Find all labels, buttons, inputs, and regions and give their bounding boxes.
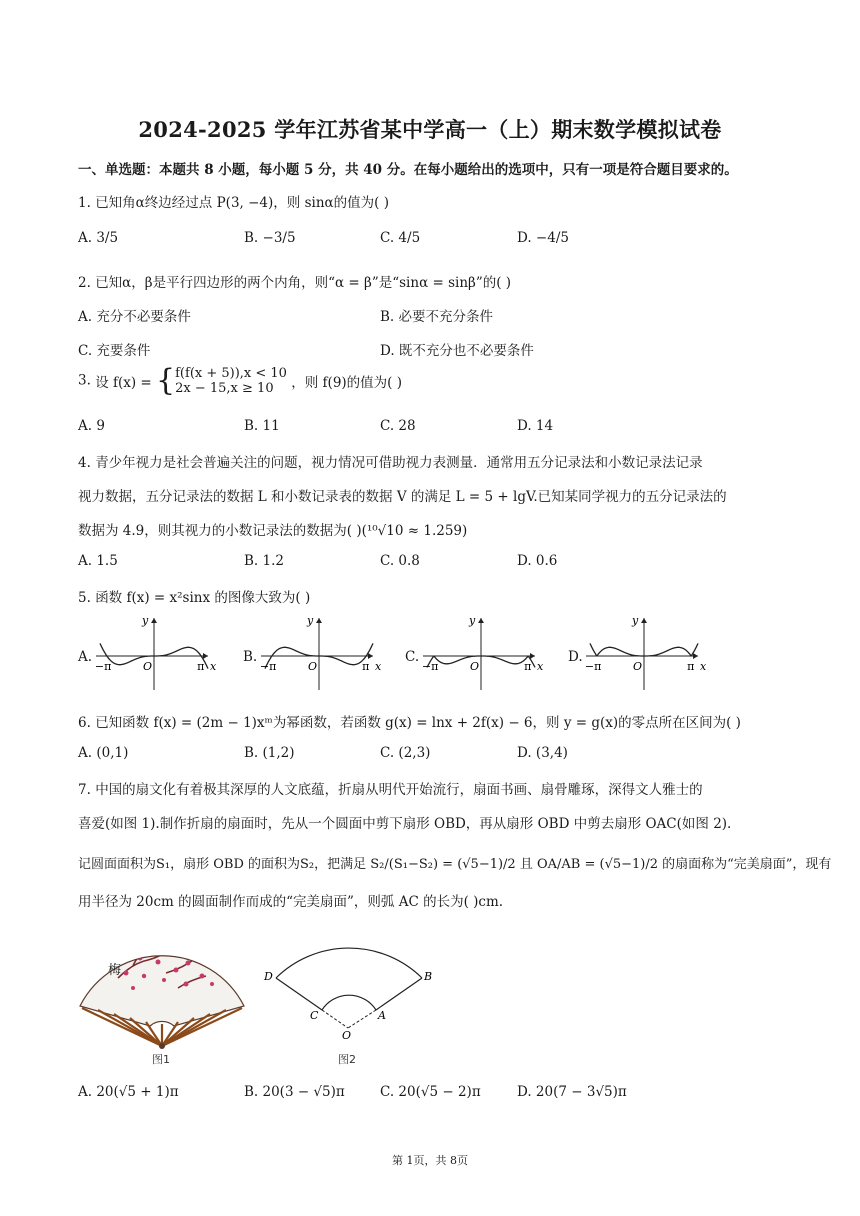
sector-diagram xyxy=(258,918,448,1068)
page-title: 2024-2025 学年江苏省某中学高一（上）期末数学模拟试卷 xyxy=(138,117,722,142)
q7-option-b: B. 20(3 − √5)π xyxy=(244,1084,345,1100)
q3-option-c: C. 28 xyxy=(380,418,416,434)
x-axis-arrow-icon xyxy=(203,653,208,659)
q7-option-d: D. 20(7 − 3√5)π xyxy=(517,1084,627,1100)
q1-option-c: C. 4/5 xyxy=(380,230,421,246)
x-axis-label: x xyxy=(537,660,544,673)
q2-option-a: A. 充分不必要条件 xyxy=(78,309,191,325)
question-3: 3. 设 f(x) = { f(f(x + 5)),x < 10 2x − 15,x ≥ 10 ，则 f(9)的值为( ) xyxy=(78,363,403,398)
q6-option-c: C. (2,3) xyxy=(380,745,431,761)
q5-option-c: C. xyxy=(405,649,420,665)
question-1: 1. 已知角α终边经过点 P(3, −4)，则 sinα的值为( ) xyxy=(78,195,389,211)
q6-option-a: A. (0,1) xyxy=(78,745,129,761)
page-footer: 第 1页，共 8页 xyxy=(392,1154,468,1167)
x-axis-label: x xyxy=(700,660,707,673)
q1-option-b: B. −3/5 xyxy=(244,230,296,246)
q1-option-a: A. 3/5 xyxy=(78,230,119,246)
y-axis-label: y xyxy=(469,614,476,627)
q1-option-d: D. −4/5 xyxy=(517,230,569,246)
question-5: 5. 函数 f(x) = x²sinx 的图像大致为( ) xyxy=(78,590,311,606)
x-axis-arrow-icon xyxy=(693,653,698,659)
left-brace-icon: { xyxy=(156,363,176,398)
origin-label: O xyxy=(308,660,318,673)
x-axis-arrow-icon xyxy=(368,653,373,659)
q5-option-a: A. xyxy=(78,649,93,665)
y-axis-arrow-icon xyxy=(478,618,484,623)
graph-c xyxy=(419,612,549,692)
x-axis-arrow-icon xyxy=(530,653,535,659)
section-heading: 一、单选题：本题共 8 小题，每小题 5 分，共 40 分。在每小题给出的选项中，只有一项是符合题目要求的。 xyxy=(78,162,738,178)
q7-option-c: C. 20(√5 − 2)π xyxy=(380,1084,481,1100)
q4-option-b: B. 1.2 xyxy=(244,553,284,569)
question-7-line-4: 用半径为 20cm 的圆面制作而成的“完美扇面”，则弧 AC 的长为( )cm. xyxy=(78,894,504,910)
fig2-caption: 图2 xyxy=(338,1053,356,1066)
q4-option-d: D. 0.6 xyxy=(517,553,558,569)
graph-a xyxy=(92,612,222,692)
point-o-label: O xyxy=(342,1029,352,1042)
q2-option-b: B. 必要不充分条件 xyxy=(380,309,494,325)
svg-text:梅: 梅 xyxy=(108,963,122,978)
graph-d xyxy=(582,612,712,692)
neg-pi-label: −π xyxy=(259,660,277,673)
point-d-label: D xyxy=(264,970,273,983)
pi-label: π xyxy=(687,660,695,673)
x-axis-label: x xyxy=(210,660,217,673)
x-axis-label: x xyxy=(375,660,382,673)
y-axis-label: y xyxy=(632,614,639,627)
neg-pi-label: −π xyxy=(94,660,112,673)
question-2: 2. 已知α，β是平行四边形的两个内角，则“α = β”是“sinα = sinβ”的( ) xyxy=(78,275,512,291)
y-axis-arrow-icon xyxy=(641,618,647,623)
q2-option-d: D. 既不充分也不必要条件 xyxy=(380,343,534,359)
point-a-label: A xyxy=(378,1009,386,1022)
question-7-line-2: 喜爱(如图 1).制作折扇的扇面时，先从一个圆面中剪下扇形 OBD，再从扇形 OBD 中剪去扇形 OAC(如图 2). xyxy=(78,816,732,832)
y-axis-label: y xyxy=(307,614,314,627)
neg-pi-label: −π xyxy=(421,660,439,673)
fig1-caption: 图1 xyxy=(152,1053,170,1066)
piecewise-definition: f(f(x + 5)),x < 10 2x − 15,x ≥ 10 xyxy=(175,366,287,396)
y-axis-arrow-icon xyxy=(316,618,322,623)
origin-label: O xyxy=(470,660,480,673)
y-axis-arrow-icon xyxy=(151,618,157,623)
q5-option-b: B. xyxy=(243,649,258,665)
question-7-line-3: 记圆面面积为S₁，扇形 OBD 的面积为S₂，把满足 S₂/(S₁−S₂) = (√5−1)/2 且 OA/AB = (√5−1)/2 的扇面称为“完美扇面”，现有 xyxy=(78,857,832,872)
q3-option-b: B. 11 xyxy=(244,418,280,434)
graph-b xyxy=(257,612,387,692)
origin-label: O xyxy=(143,660,153,673)
q2-option-c: C. 充要条件 xyxy=(78,343,151,359)
q4-option-c: C. 0.8 xyxy=(380,553,420,569)
q5-option-d: D. xyxy=(568,649,583,665)
pi-label: π xyxy=(524,660,532,673)
question-4-line-1: 4. 青少年视力是社会普遍关注的问题，视力情况可借助视力表测量．通常用五分记录法和小数记录法记录 xyxy=(78,455,703,471)
question-7-line-1: 7. 中国的扇文化有着极其深厚的人文底蕴，折扇从明代开始流行，扇面书画、扇骨雕琢，深得文人雅士的 xyxy=(78,782,703,798)
question-4-line-2: 视力数据，五分记录法的数据 L 和小数记录表的数据 V 的满足 L = 5 + lgV.已知某同学视力的五分记录法的 xyxy=(78,489,727,505)
y-axis-label: y xyxy=(142,614,149,627)
question-4-line-3: 数据为 4.9，则其视力的小数记录法的数据为( )(¹⁰√10 ≈ 1.259) xyxy=(78,523,468,539)
folding-fan-figure xyxy=(78,918,248,1068)
q4-option-a: A. 1.5 xyxy=(78,553,118,569)
pi-label: π xyxy=(362,660,370,673)
q3-option-a: A. 9 xyxy=(78,418,105,434)
point-b-label: B xyxy=(424,970,433,983)
question-6: 6. 已知函数 f(x) = (2m − 1)xᵐ为幂函数，若函数 g(x) = lnx + 2f(x) − 6，则 y = g(x)的零点所在区间为( ) xyxy=(78,715,741,731)
origin-label: O xyxy=(633,660,643,673)
q6-option-d: D. (3,4) xyxy=(517,745,568,761)
q3-option-d: D. 14 xyxy=(517,418,554,434)
point-c-label: C xyxy=(310,1009,319,1022)
q7-option-a: A. 20(√5 + 1)π xyxy=(78,1084,179,1100)
neg-pi-label: −π xyxy=(584,660,602,673)
pi-label: π xyxy=(197,660,205,673)
q6-option-b: B. (1,2) xyxy=(244,745,295,761)
